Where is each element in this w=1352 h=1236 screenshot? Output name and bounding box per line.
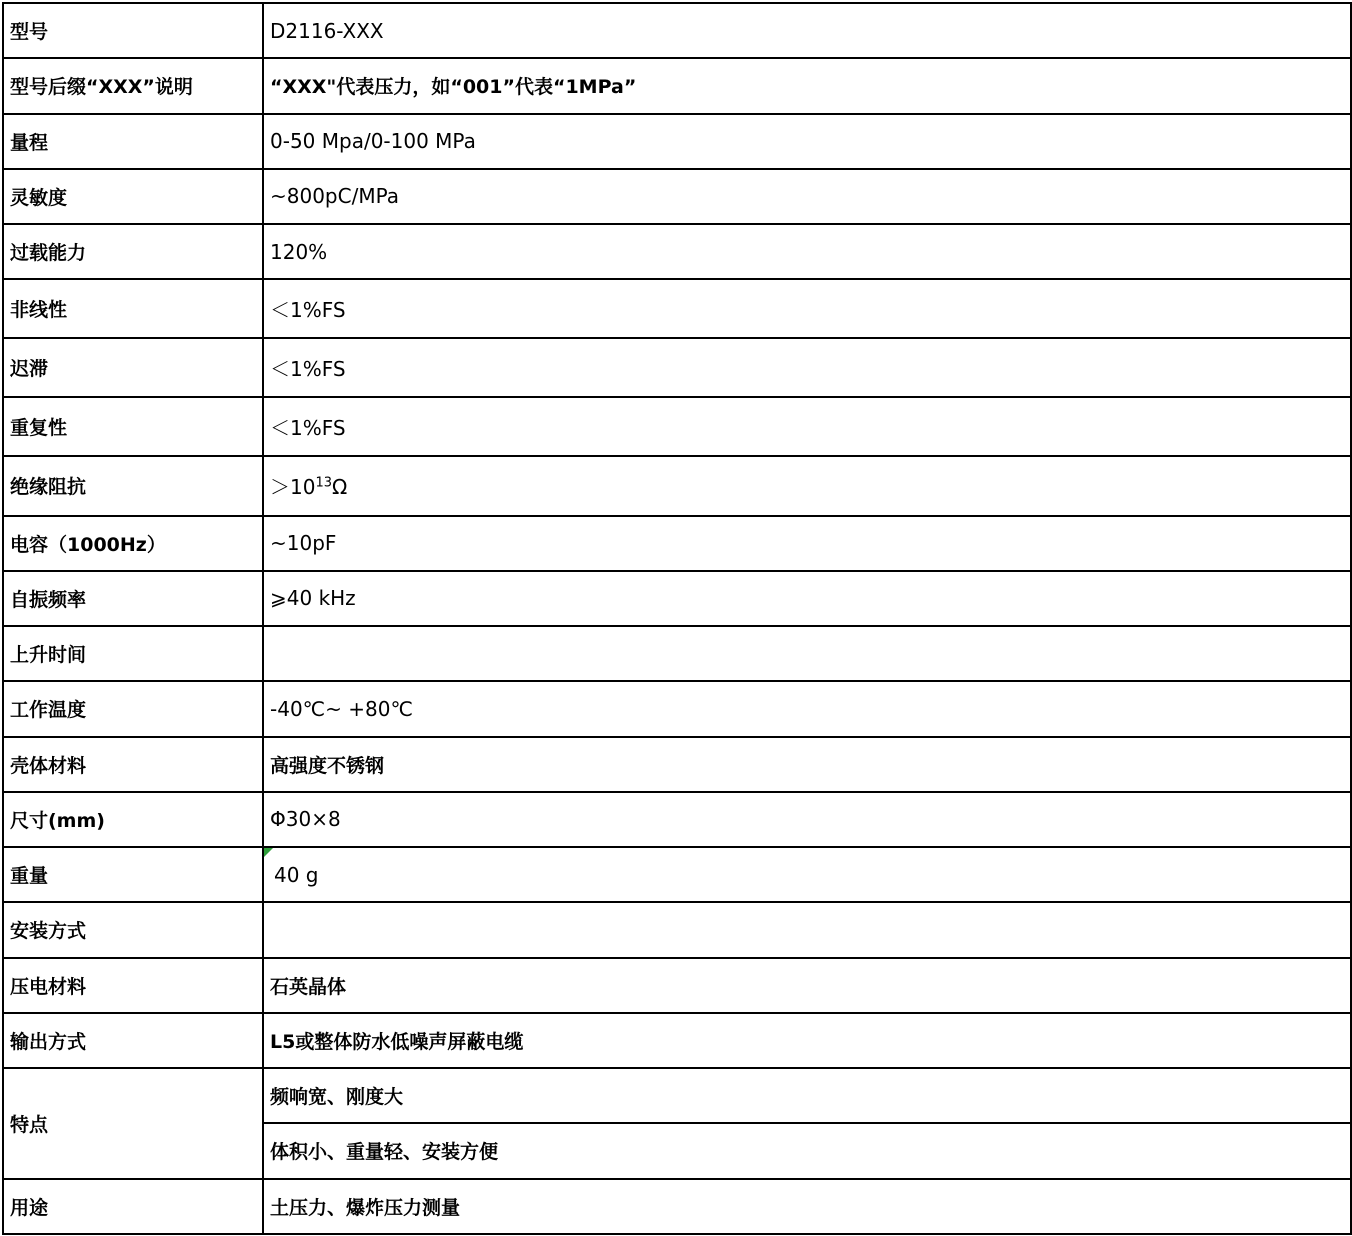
- row-label: 迟滞: [3, 338, 263, 397]
- row-value: ＜1%FS: [263, 279, 1351, 338]
- cell-marker-icon: [264, 848, 273, 857]
- row-label: 绝缘阻抗: [3, 456, 263, 515]
- row-label: 上升时间: [3, 626, 263, 681]
- row-value: ~10pF: [263, 516, 1351, 571]
- table-row: [3, 1013, 1351, 1068]
- row-label: 工作温度: [3, 681, 263, 736]
- row-value: 土压力、爆炸压力测量: [263, 1179, 1351, 1235]
- table-row: [3, 681, 1351, 736]
- row-value: [263, 626, 1351, 681]
- table-row: [3, 338, 1351, 397]
- row-value: [263, 456, 1351, 515]
- row-value: 体积小、重量轻、安装方便: [263, 1123, 1351, 1178]
- table-row: [3, 737, 1351, 792]
- table-row: [3, 397, 1351, 456]
- row-label: 重量: [3, 847, 263, 902]
- weight-value: 40 g: [274, 862, 319, 887]
- spec-table: [2, 2, 1352, 1235]
- row-label: 自振频率: [3, 571, 263, 626]
- row-value: 120%: [263, 224, 1351, 279]
- row-label: 非线性: [3, 279, 263, 338]
- table-row: [3, 3, 1351, 58]
- table-row: [3, 1179, 1351, 1235]
- table-row: [3, 114, 1351, 169]
- table-row: [3, 792, 1351, 847]
- row-value: [263, 902, 1351, 957]
- row-value: 频响宽、刚度大: [263, 1068, 1351, 1123]
- insulation-unit: Ω: [332, 475, 348, 500]
- row-value: [263, 847, 1351, 902]
- row-value: ~800pC/MPa: [263, 169, 1351, 224]
- row-label: 过载能力: [3, 224, 263, 279]
- row-value: 石英晶体: [263, 958, 1351, 1013]
- row-value: ⩾40 kHz: [263, 571, 1351, 626]
- row-label: 壳体材料: [3, 737, 263, 792]
- row-value: ＜1%FS: [263, 338, 1351, 397]
- insulation-prefix: ＞10: [270, 475, 316, 500]
- row-label: 电容（1000Hz）: [3, 516, 263, 571]
- table-row: [3, 279, 1351, 338]
- insulation-exponent: 13: [315, 475, 332, 491]
- row-label: 重复性: [3, 397, 263, 456]
- row-value: ＜1%FS: [263, 397, 1351, 456]
- table-row: [3, 571, 1351, 626]
- row-label: 安装方式: [3, 902, 263, 957]
- row-value: -40℃~ +80℃: [263, 681, 1351, 736]
- row-label: 输出方式: [3, 1013, 263, 1068]
- table-row: [3, 958, 1351, 1013]
- row-label: 用途: [3, 1179, 263, 1235]
- row-label: 特点: [3, 1068, 263, 1179]
- row-label: 型号: [3, 3, 263, 58]
- row-value: Φ30×8: [263, 792, 1351, 847]
- table-row: [3, 58, 1351, 113]
- table-row: [3, 1068, 1351, 1123]
- table-row: [3, 902, 1351, 957]
- row-value: L5或整体防水低噪声屏蔽电缆: [263, 1013, 1351, 1068]
- row-label: 量程: [3, 114, 263, 169]
- row-value: “XXX"代表压力，如“001”代表“1MPa”: [263, 58, 1351, 113]
- table-row: [3, 456, 1351, 515]
- row-value: 0-50 Mpa/0-100 MPa: [263, 114, 1351, 169]
- row-label: 压电材料: [3, 958, 263, 1013]
- row-label: 型号后缀“XXX”说明: [3, 58, 263, 113]
- row-value: 高强度不锈钢: [263, 737, 1351, 792]
- table-row: [3, 516, 1351, 571]
- row-label: 尺寸(mm): [3, 792, 263, 847]
- table-row: [3, 626, 1351, 681]
- table-row: [3, 169, 1351, 224]
- row-value: D2116-XXX: [263, 3, 1351, 58]
- table-row: [3, 224, 1351, 279]
- table-row: [3, 847, 1351, 902]
- row-label: 灵敏度: [3, 169, 263, 224]
